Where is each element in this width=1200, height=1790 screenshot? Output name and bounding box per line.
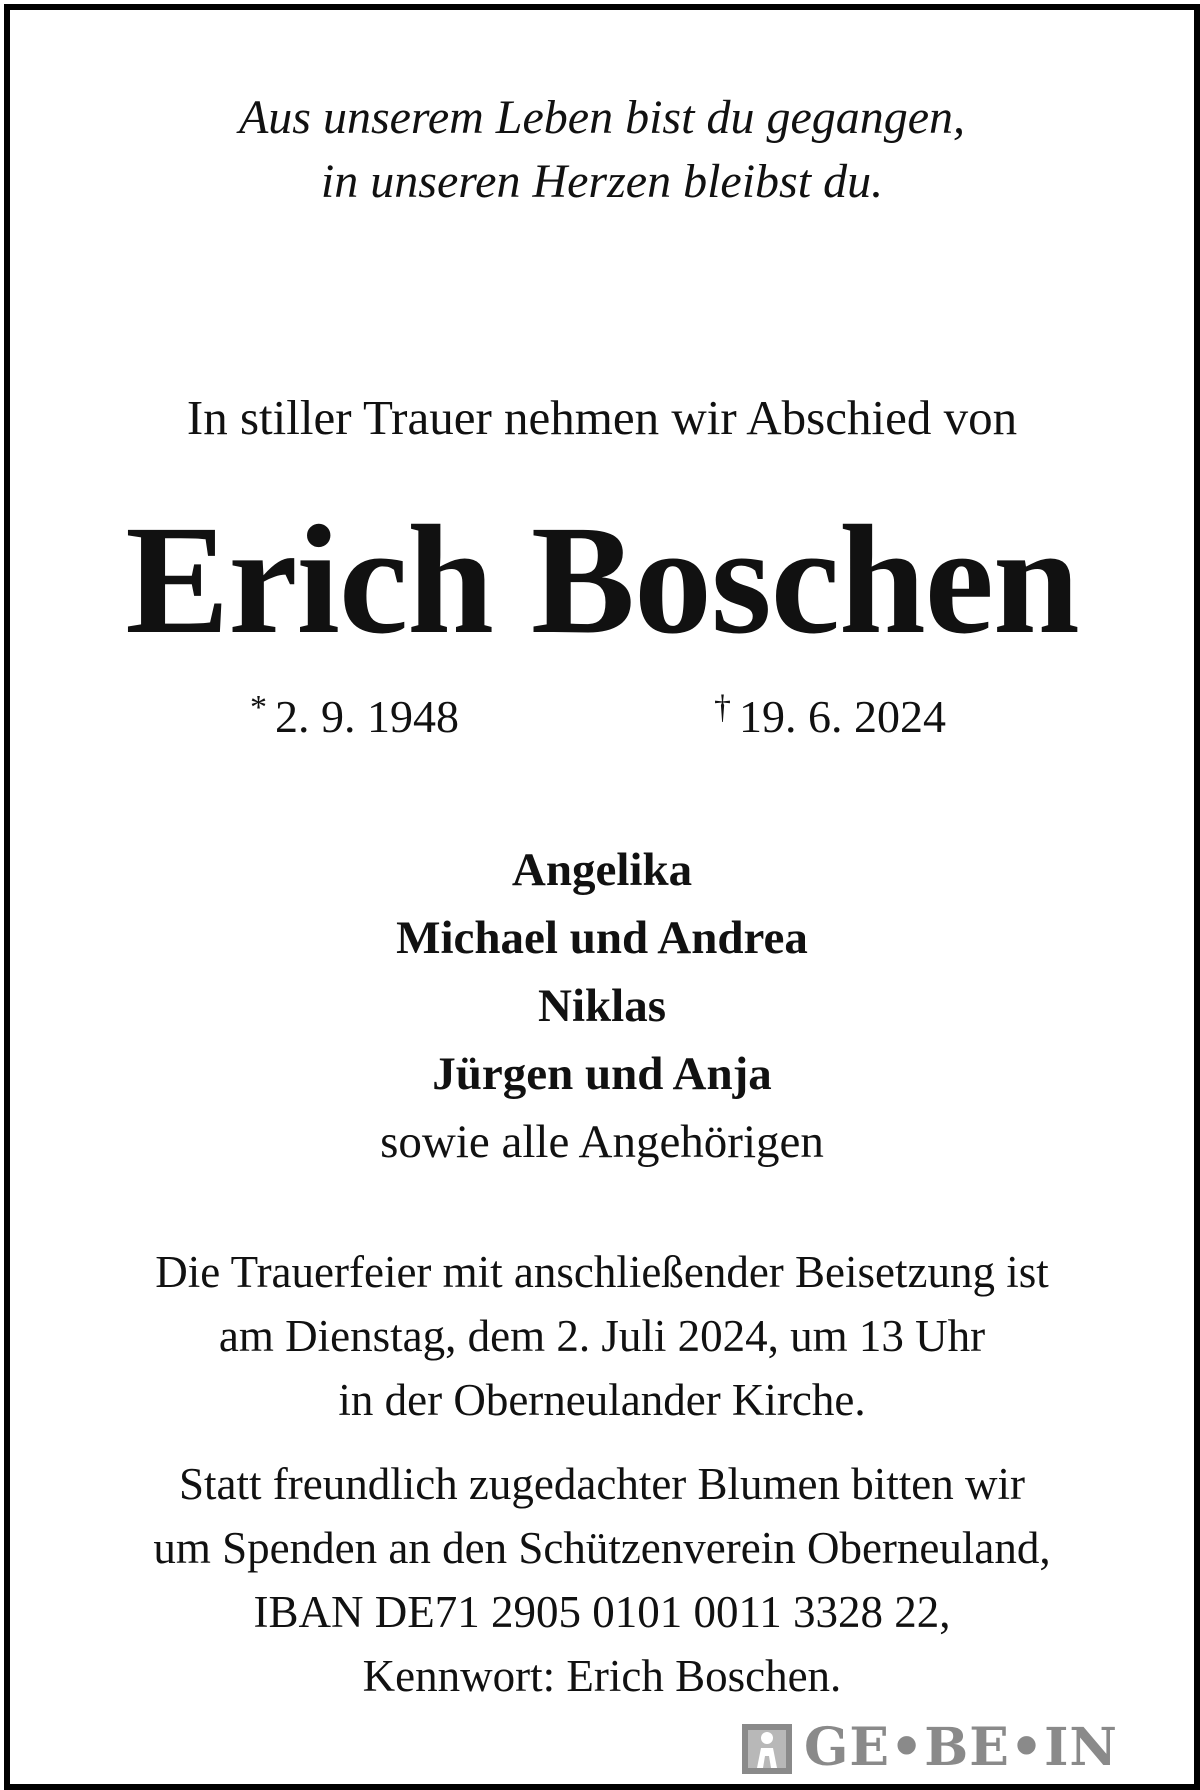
mourner-name: Angelika: [511, 844, 693, 896]
birth-date-value: 2. 9. 1948: [275, 691, 459, 742]
donation-line-3: IBAN DE71 2905 0101 0011 3328 22,: [253, 1587, 951, 1637]
mourner-name: Jürgen und Anja: [432, 1048, 772, 1100]
death-date-value: 19. 6. 2024: [739, 691, 946, 742]
gebein-figure-icon: [740, 1722, 794, 1776]
birth-date: [250, 678, 459, 747]
donation-line-4: Kennwort: Erich Boschen.: [362, 1651, 842, 1701]
mourners-list: [10, 836, 1194, 1176]
donation-info: [10, 1452, 1194, 1708]
ceremony-line-2: am Dienstag, dem 2. Juli 2024, um 13 Uhr: [218, 1311, 986, 1361]
death-date: [714, 678, 946, 747]
mourners-others: sowie alle Angehörigen: [380, 1116, 824, 1168]
donation-line-1: Statt freundlich zugedachter Blumen bitten wir: [179, 1459, 1025, 1509]
donation-line-2: um Spenden an den Schützenverein Oberneuland,: [153, 1523, 1051, 1573]
death-cross-icon: †: [714, 689, 731, 726]
gebein-logo-text: GE•BE•IN: [804, 1716, 1118, 1778]
birth-star-icon: *: [250, 689, 267, 726]
motto: [10, 86, 1194, 214]
ceremony-info: [10, 1240, 1194, 1432]
intro-text: In stiller Trauer nehmen wir Abschied von: [186, 390, 1018, 445]
mourner-name: Niklas: [538, 980, 666, 1032]
life-dates: [10, 678, 1194, 742]
ceremony-line-1: Die Trauerfeier mit anschließender Beisetzung ist: [155, 1247, 1049, 1297]
mourner-name: Michael und Andrea: [396, 912, 808, 964]
ceremony-line-3: in der Oberneulander Kirche.: [338, 1375, 866, 1425]
obituary-frame: [4, 4, 1200, 1790]
deceased-name: Erich Boschen: [125, 493, 1079, 666]
gebein-logo: [740, 1700, 1200, 1790]
motto-line-1: Aus unserem Leben bist du gegangen,: [238, 91, 966, 144]
motto-line-2: in unseren Herzen bleibst du.: [320, 155, 884, 208]
